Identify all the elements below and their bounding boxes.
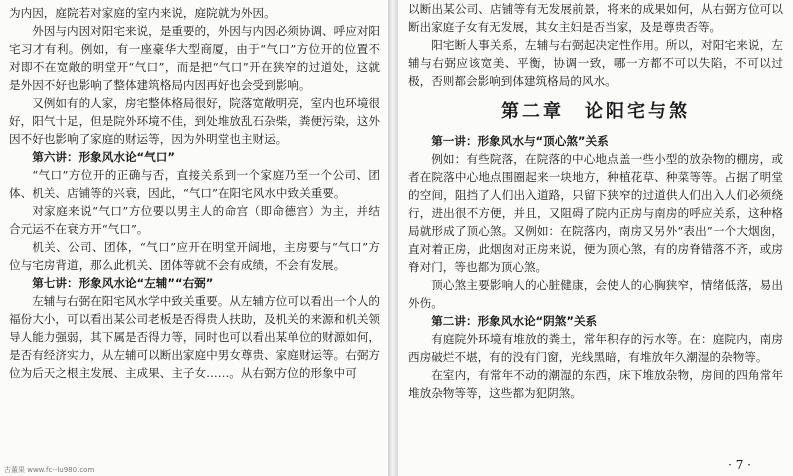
lecture-heading-6: 第六讲：形象风水论“气口”	[32, 150, 175, 164]
left-paragraph-2: 又例如有的人家，房宅整体格局很好，院落宽敞明亮，室内也环境很好，阳气十足，但是院外环境不佳，到处堆放乱石杂柴，粪便污染，这外因不好也影响了家庭的财运等，因为外明堂也主财运。	[9, 96, 381, 146]
left-paragraph-1: 外因与内因对阳宅来说，是重要的，外因与内因必须协调、呼应对阳宅习才有利。例如，有一座豪华大型商厦，由于“气口”方位开的位置不对即不在宽敞的明堂开“气口”，而是把“气口”开在狭窄的过道处，这就是外因不好也影响了整体建筑格局内因再好也会受到影响。	[9, 24, 381, 92]
right-paragraph-6: 在室内，有常年不动的潮湿的东西，床下堆放杂物，房间的四角常年堆放杂物等等，这些都为犯阴煞。	[408, 368, 783, 400]
left-paragraph-4: 对家庭来说“气口”方位要以男主人的命宫（即命德宫）为主，并结合元运不在衰方开“气口”。	[9, 204, 380, 236]
left-page	[0, 0, 388, 476]
right-paragraph-2: 阳宅断人事关系，左辅与右弼起决定性作用。所以，对阳宅来说，左辅与右弼应该宽美、平衡，协调一致，哪一方都不可以失陷，不可以过极，否则都会影响到体建筑格局的风水。	[408, 38, 783, 88]
right-paragraph-5: 有庭院外环境有堆放的粪土，常年积存的污水等。在：庭院内，南房西房破烂不堪，有的没有门窗，光线黑暗，有堆放年久潮湿的杂物等。	[408, 332, 783, 364]
left-paragraph-6: 左辅与右弼在阳宅风水学中致关重要。从左辅方位可以看出一个人的福份大小，可以看出某公司老板是否得贵人扶助，及机关的来源和机关领导人能力强弱，其下属是否得力等，同时也可以看出某单位的财源如何，是否有经济实力，从左辅可以断出家庭中男女尊贵、家庭财运等。右弼方位为后天之根主发展、主成果、主子女……。从右弼方位的形象中可	[9, 294, 381, 380]
watermark: 古董果 www.fc--lu980.com	[4, 466, 95, 474]
right-paragraph-4: 顶心煞主要影响人的心脏健康，会使人的心胸狭窄，情绪低落，易出外伤。	[408, 278, 783, 310]
left-line-1: 为内因，庭院若对家庭的室内来说，庭院就为外因。	[9, 6, 276, 20]
lecture-heading-2: 第二讲：形象风水论“阴煞”关系	[431, 314, 598, 328]
right-page	[398, 0, 793, 476]
left-paragraph-5: 机关、公司、团体，“气口”应开在明堂开阔地，主房要与“气口”方位与宅房背道，那么此机关、团体等就不会有成绩，不会有发展。	[9, 240, 380, 272]
left-paragraph-3: “气口”方位开的正确与否，直接关系到一个家庭乃至一个公司、团体、机关、店铺等的兴衰，因此，“气口”在阳宅风水中致关重要。	[9, 168, 380, 200]
right-paragraph-3: 例如：有些院落，在院落的中心地点盖一些小型的放杂物的棚房，或者在院落中心地点围圈起来一块地方，种植花草、种菜等等。占据了明堂的空间，阻挡了人们出入道路，只留下狭窄的过道供人们出入人们必须绕行，进出很不方便，并且，又阻碍了院内正房与南房的呼应关系，这种格局就形成了顶心煞。又例如：在院落内，南房又另外“表出”一个大烟囱，直对着正房，此烟囱对正房来说，便为顶心煞，有的房脊错落不齐，或房脊对门，等也都为顶心煞。	[408, 152, 783, 274]
page-number: · 7 ·	[728, 458, 751, 472]
right-paragraph-1: 以断出某公司、店铺等有无发展前景，将来的成果如何，从右弼方位可以断出家庭子女有无发展，其女主妇是否当家，及是尊贵否等。	[408, 2, 783, 34]
book-gutter	[388, 0, 398, 476]
lecture-heading-7: 第七讲：形象风水论“左辅”“右弼”	[32, 276, 214, 290]
lecture-heading-1: 第一讲：形象风水与“顶心煞”关系	[431, 134, 609, 148]
chapter-title: 第二章 论阳宅与煞	[501, 101, 690, 122]
